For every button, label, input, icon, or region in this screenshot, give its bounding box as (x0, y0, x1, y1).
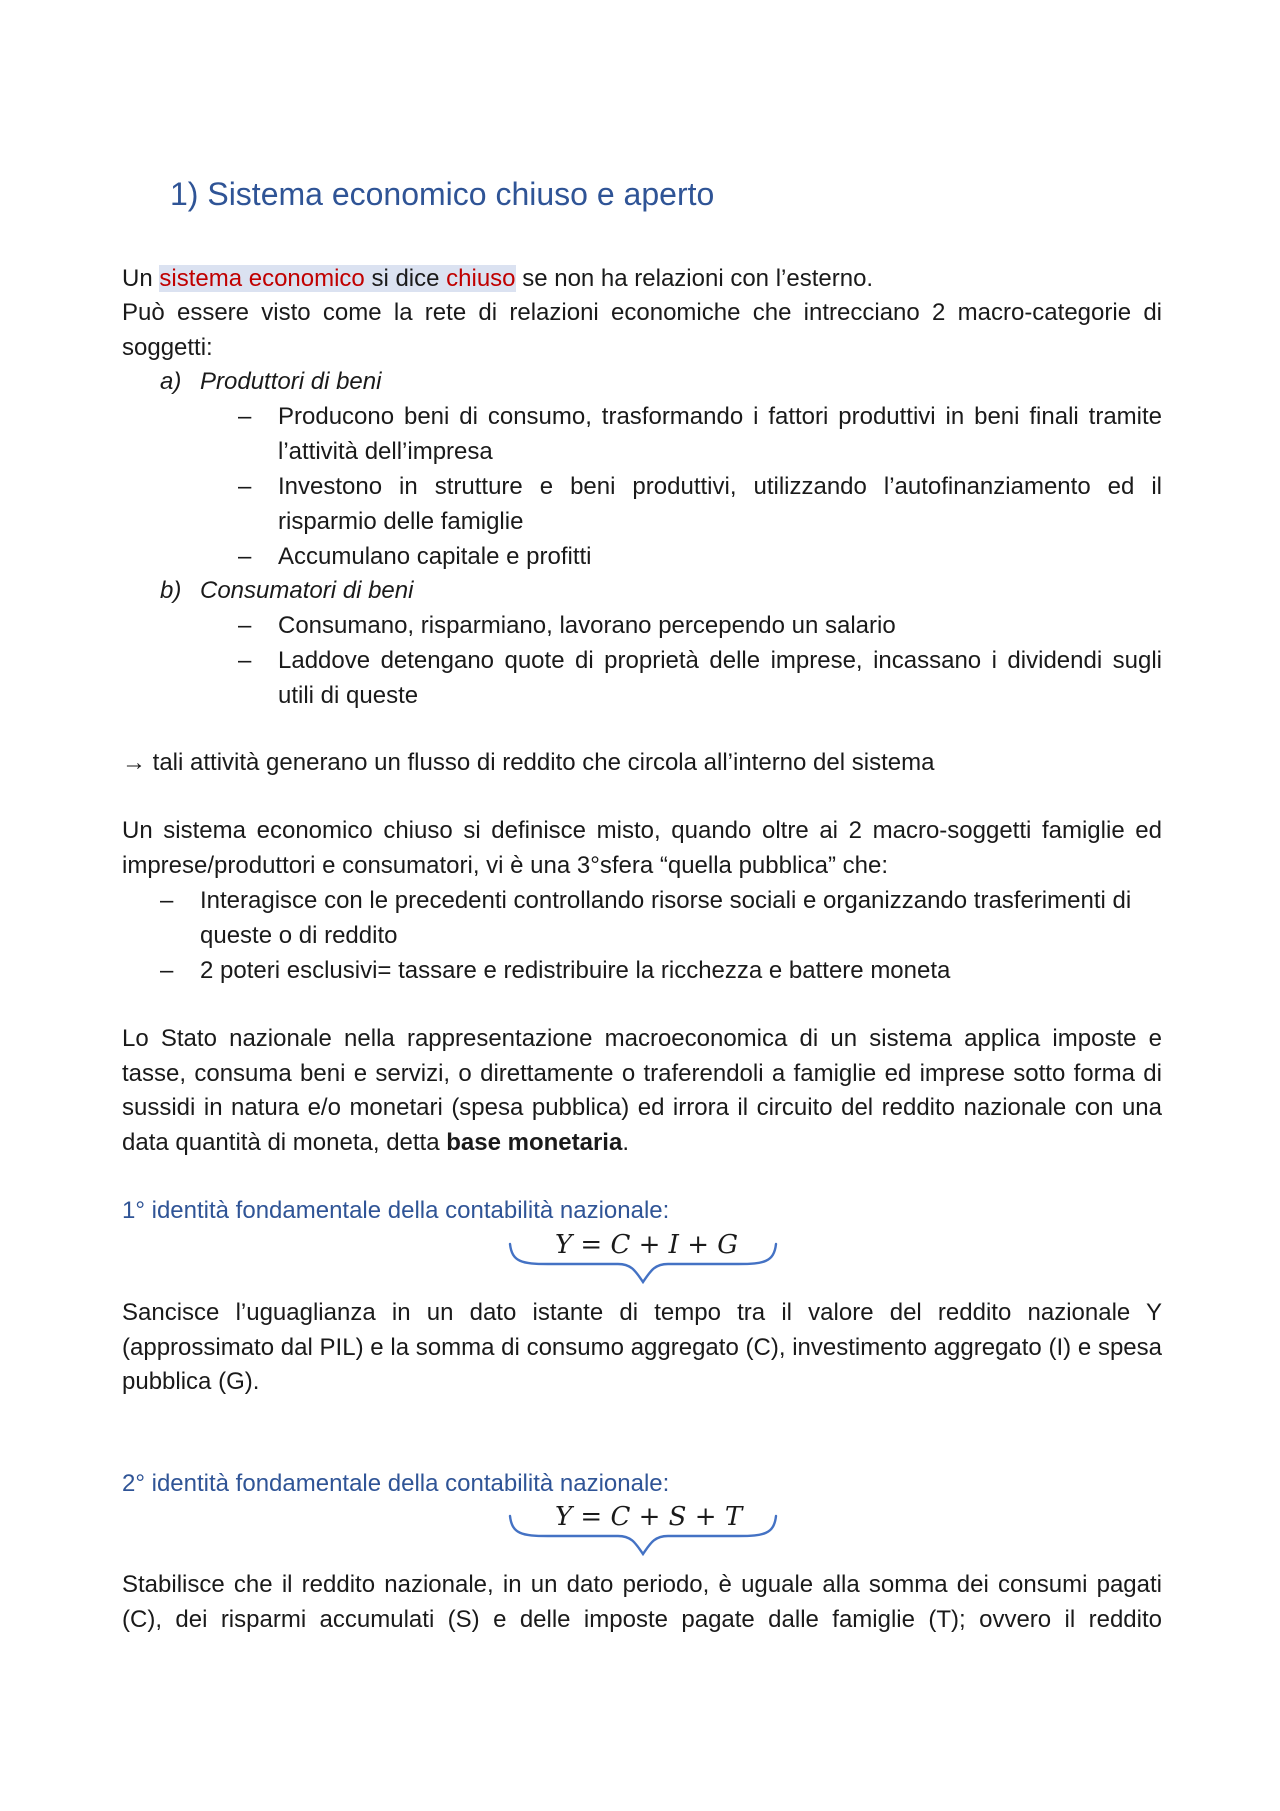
term-chiuso: chiuso (446, 265, 516, 292)
list-item: Interagisce con le precedenti controllando risorse sociali e organizzando trasferimenti di queste o di reddito (200, 887, 1132, 949)
identity-1-brace (508, 1242, 778, 1294)
identity-2-title: 2° identità fondamentale della contabilità nazionale: (122, 1470, 670, 1497)
section-heading: 1) Sistema economico chiuso e aperto (170, 176, 715, 212)
category-a-label: Produttori di beni (200, 368, 382, 395)
intro-text: Un (122, 265, 160, 292)
dash-bullet: – (238, 647, 252, 674)
flow-note: → tali attività generano un flusso di reddito che circola all’interno del sistema (122, 749, 935, 776)
dash-bullet: – (238, 473, 252, 500)
dash-bullet: – (160, 957, 174, 984)
term-base-monetaria: base monetaria (446, 1128, 623, 1156)
intro-text: si dice (364, 265, 447, 292)
identity-1-description: Sancisce l’uguaglianza in un dato istante di tempo tra il valore del reddito nazionale Y (approssimato dal PIL) e la somma di consumo aggregato (C), investimento aggregato (I) e spesa pubblica (G). (122, 1299, 1162, 1396)
state-text: . (622, 1128, 629, 1156)
state-text: Lo Stato nazionale nella rappresentazione macroeconomica di un sistema applica imposte e tasse, consuma beni e servizi, o direttamente o traferendoli a famiglie ed imprese sotto forma di sussidi in natura e/o monetari (spesa pubblica) ed irrora il circuito del reddito nazionale con una data quantità di moneta, detta (122, 1025, 1162, 1156)
dash-bullet: – (238, 403, 252, 430)
list-item: Investono in strutture e beni produttivi, utilizzando l’autofinanziamento ed il risparmio delle famiglie (278, 473, 1162, 535)
list-item: Laddove detengano quote di proprietà delle imprese, incassano i dividendi sugli utili di queste (278, 647, 1162, 709)
category-a-marker: a) (160, 368, 182, 395)
intro-text: se non ha relazioni con l’esterno. (515, 265, 874, 292)
identity-2-brace (508, 1514, 778, 1566)
identity-1-formula: Y = C + I + G (555, 1230, 739, 1260)
list-item: 2 poteri esclusivi= tassare e redistribuire la ricchezza e battere moneta (200, 957, 951, 984)
intro-paragraph: Può essere visto come la rete di relazioni economiche che intrecciano 2 macro-categorie di soggetti: (122, 299, 1162, 361)
category-b-marker: b) (160, 577, 182, 604)
list-item: Producono beni di consumo, trasformando i fattori produttivi in beni finali tramite l’attività dell’impresa (278, 403, 1162, 465)
term-sistema-economico: sistema economico (159, 265, 365, 292)
identity-2-formula: Y = C + S + T (555, 1502, 743, 1532)
category-b-label: Consumatori di beni (200, 577, 414, 604)
identity-1-title: 1° identità fondamentale della contabilità nazionale: (122, 1197, 670, 1224)
highlighted-definition (159, 265, 515, 292)
intro-sentence (122, 262, 1162, 297)
dash-bullet: – (238, 612, 252, 639)
dash-bullet: – (160, 887, 174, 914)
identity-2-description: Stabilisce che il reddito nazionale, in un dato periodo, è uguale alla somma dei consumi pagati (C), dei risparmi accumulati (S) e delle imposte pagate dalle famiglie (T); ovvero il reddito (122, 1571, 1162, 1633)
state-paragraph (122, 1022, 1162, 1160)
mixed-system-paragraph: Un sistema economico chiuso si definisce misto, quando oltre ai 2 macro-soggetti famiglie ed imprese/produttori e consumatori, vi è una 3°sfera “quella pubblica” che: (122, 817, 1162, 879)
dash-bullet: – (238, 543, 252, 570)
list-item: Consumano, risparmiano, lavorano percependo un salario (278, 612, 896, 639)
list-item: Accumulano capitale e profitti (278, 543, 592, 570)
